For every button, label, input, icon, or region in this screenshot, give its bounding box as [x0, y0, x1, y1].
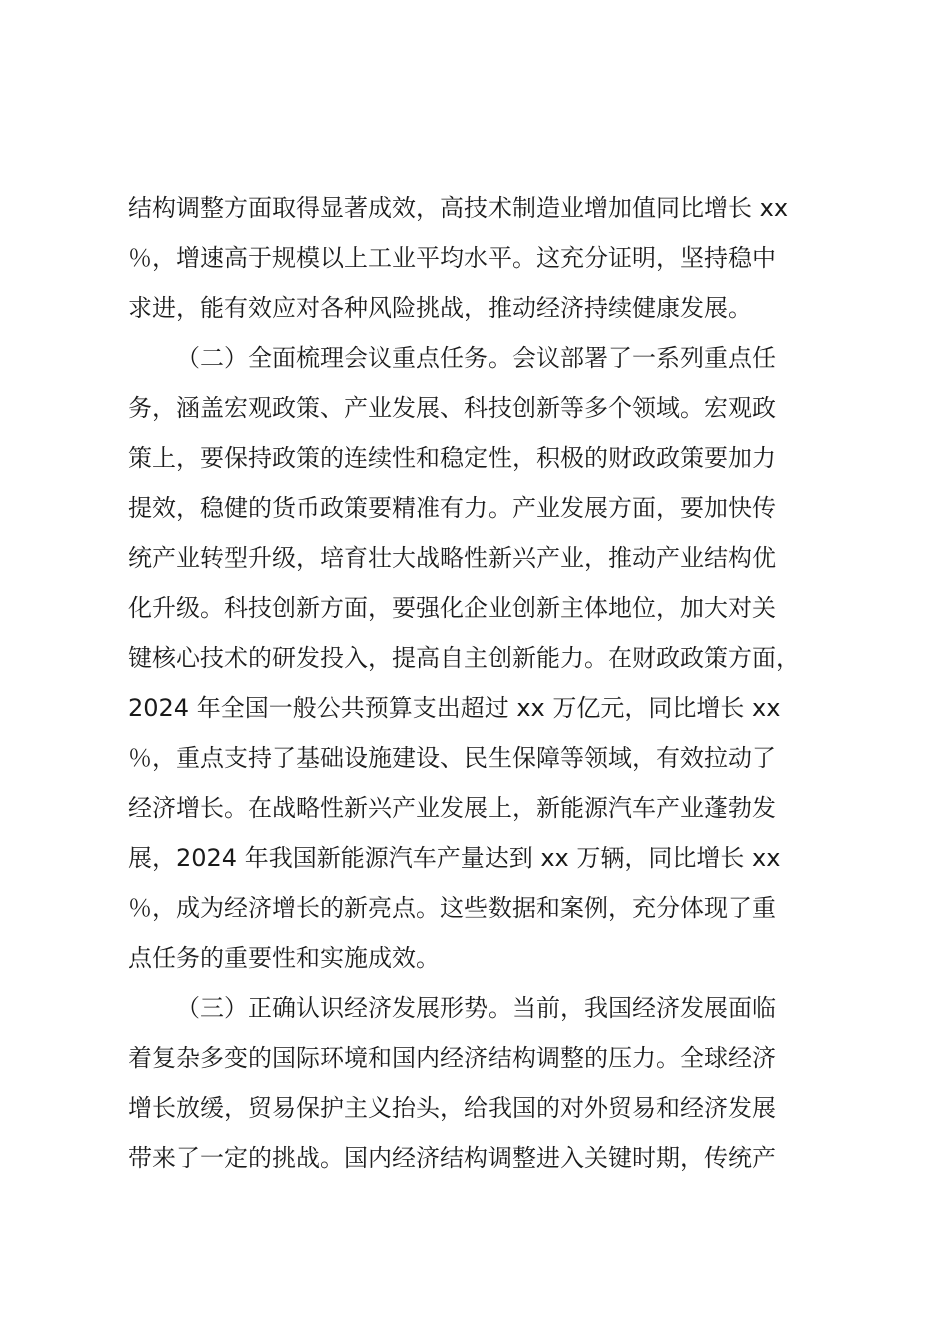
text-line: ％，增速高于规模以上工业平均水平。这充分证明，坚持稳中 — [128, 244, 776, 272]
text-line: 结构调整方面取得显著成效，高技术制造业增加值同比增长 xx — [128, 194, 789, 222]
text-line: 统产业转型升级，培育壮大战略性新兴产业，推动产业结构优 — [128, 544, 776, 572]
text-line: 化升级。科技创新方面，要强化企业创新主体地位，加大对关 — [128, 594, 776, 622]
section-heading-line: （二）全面梳理会议重点任务。会议部署了一系列重点任 — [176, 344, 776, 372]
text-line: 展，2024 年我国新能源汽车产量达到 xx 万辆，同比增长 xx — [128, 844, 781, 872]
text-line: 带来了一定的挑战。国内经济结构调整进入关键时期，传统产 — [128, 1144, 776, 1172]
text-line: 着复杂多变的国际环境和国内经济结构调整的压力。全球经济 — [128, 1044, 776, 1072]
section-heading-line: （三）正确认识经济发展形势。当前，我国经济发展面临 — [176, 994, 776, 1022]
text-line: 2024 年全国一般公共预算支出超过 xx 万亿元，同比增长 xx — [128, 694, 781, 722]
text-line: 策上，要保持政策的连续性和稳定性，积极的财政政策要加力 — [128, 444, 776, 472]
document-body — [128, 183, 828, 1183]
text-line: 增长放缓，贸易保护主义抬头，给我国的对外贸易和经济发展 — [128, 1094, 776, 1122]
text-line: 经济增长。在战略性新兴产业发展上，新能源汽车产业蓬勃发 — [128, 794, 776, 822]
text-line: 点任务的重要性和实施成效。 — [128, 944, 440, 972]
text-line: ％，成为经济增长的新亮点。这些数据和案例，充分体现了重 — [128, 894, 776, 922]
text-line: ％，重点支持了基础设施建设、民生保障等领域，有效拉动了 — [128, 744, 776, 772]
text-line: 键核心技术的研发投入，提高自主创新能力。在财政政策方面， — [128, 644, 800, 672]
text-line: 提效，稳健的货币政策要精准有力。产业发展方面，要加快传 — [128, 494, 776, 522]
text-line: 求进，能有效应对各种风险挑战，推动经济持续健康发展。 — [128, 294, 752, 322]
text-line: 务，涵盖宏观政策、产业发展、科技创新等多个领域。宏观政 — [128, 394, 776, 422]
